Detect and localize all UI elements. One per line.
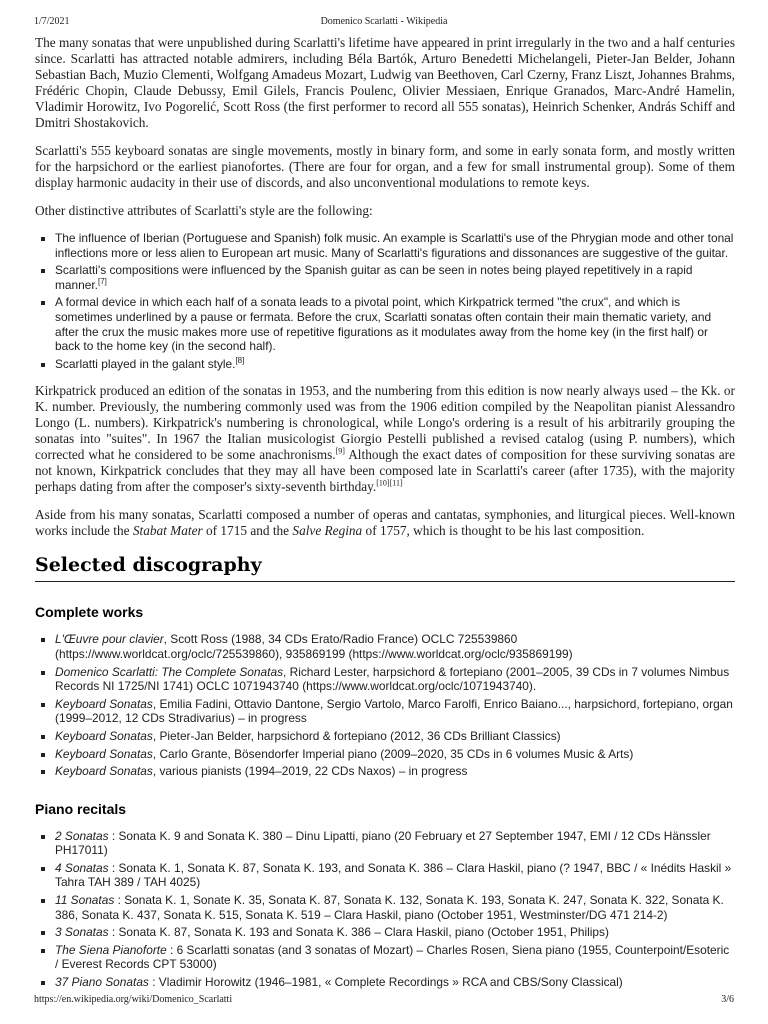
print-title: Domenico Scarlatti - Wikipedia bbox=[320, 16, 448, 27]
list-item: Scarlatti played in the galant style.[8] bbox=[55, 357, 735, 372]
list-item: Keyboard Sonatas, Emilia Fadini, Ottavio Dantone, Sergio Vartolo, Marco Farolfi, Enrico Baiano..., harpsichord, fortepiano, organ (1999–2012, 12 CDs Stradivarius) – in progress bbox=[55, 697, 735, 726]
list-item: Keyboard Sonatas, Carlo Grante, Bösendorfer Imperial piano (2009–2020, 35 CDs in 6 volumes Music & Arts) bbox=[55, 747, 735, 762]
list-item: 3 Sonatas : Sonata K. 87, Sonata K. 193 and Sonata K. 386 – Clara Haskil, piano (October 1951, Philips) bbox=[55, 925, 735, 940]
section-heading-discography: Selected discography bbox=[35, 553, 735, 582]
paragraph-attributes-intro: Other distinctive attributes of Scarlatti's style are the following: bbox=[35, 203, 373, 218]
page-number: 3/6 bbox=[721, 994, 734, 1005]
article-body bbox=[35, 35, 735, 1002]
paragraph-sonatas: Scarlatti's 555 keyboard sonatas are single movements, mostly in binary form, and some in early sonata form, and mostly written for the harpsichord or the earliest pianofortes. (There are four for organ, and a few for small instrumental group). Some of them display harmonic audacity in their use of discords, and also unconventional modulations to remote keys. bbox=[35, 143, 735, 190]
paragraph-kirkpatrick: Kirkpatrick produced an edition of the sonatas in 1953, and the numbering from this edition is now nearly always used – the Kk. or K. number. Previously, the numbering commonly used was from the 1906 edition compiled by the Neapolitan pianist Alessandro Longo (L. numbers). Kirkpatrick's numbering is chronological, while Longo's ordering is a result of his arbitrarily grouping the sonatas into "suites". In 1967 the Italian musicologist Giorgio Pestelli published a revised catalog (using P. numbers), which corrected what he considered to be some anachronisms.[9] Although the exact dates of composition for these surviving sonatas are not known, Kirkpatrick concludes that they may all have been composed late in Scarlatti's career (after 1735), with the majority perhaps dating from after the composer's sixty-seventh birthday.[10][11] bbox=[35, 383, 735, 495]
list-item: Keyboard Sonatas, various pianists (1994–2019, 22 CDs Naxos) – in progress bbox=[55, 764, 735, 779]
work-title[interactable]: Stabat Mater bbox=[132, 523, 203, 539]
print-header bbox=[0, 16, 768, 28]
citation-link[interactable]: [7] bbox=[97, 276, 107, 286]
list-item: 2 Sonatas : Sonata K. 9 and Sonata K. 380 – Dinu Lipatti, piano (20 February et 27 September 1947, EMI / 12 CDs Hänssler PH17011) bbox=[55, 829, 735, 858]
piano-recitals-list bbox=[35, 829, 735, 990]
attributes-list bbox=[35, 231, 735, 371]
work-title[interactable]: Salve Regina bbox=[292, 523, 363, 539]
list-item: The Siena Pianoforte : 6 Scarlatti sonatas (and 3 sonatas of Mozart) – Charles Rosen, Siena piano (1955, Counterpoint/Esoteric / Everest Records CPT 53000) bbox=[55, 943, 735, 972]
list-item: L'Œuvre pour clavier, Scott Ross (1988, 34 CDs Erato/Radio France) OCLC 725539860 (https://www.worldcat.org/oclc/725539860), 935869199 (https://www.worldcat.org/oclc/935869199) bbox=[55, 632, 735, 661]
print-footer bbox=[0, 994, 768, 1006]
list-item: 37 Piano Sonatas : Vladimir Horowitz (1946–1981, « Complete Recordings » RCA and CBS/Sony Classical) bbox=[55, 975, 735, 990]
list-item: Scarlatti's compositions were influenced by the Spanish guitar as can be seen in notes being played repetitively in a rapid manner.[7] bbox=[55, 263, 735, 292]
complete-works-list bbox=[35, 632, 735, 778]
paragraph-operas: Aside from his many sonatas, Scarlatti composed a number of operas and cantatas, symphonies, and liturgical pieces. Well-known works include the Stabat Mater of 1715 and the Salve Regina of 1757, which is thought to be his last composition. bbox=[35, 507, 735, 539]
list-item: Domenico Scarlatti: The Complete Sonatas, Richard Lester, harpsichord & fortepiano (2001–2005, 39 CDs in 7 volumes Nimbus Records NI 1725/NI 1741) OCLC 1071943740 (https://www.worldcat.org/oclc/1071943740). bbox=[55, 665, 735, 694]
print-url: https://en.wikipedia.org/wiki/Domenico_Scarlatti bbox=[34, 994, 233, 1005]
citation-link[interactable]: [8] bbox=[235, 355, 245, 365]
subsection-heading-piano-recitals: Piano recitals bbox=[35, 800, 127, 817]
list-item: A formal device in which each half of a sonata leads to a pivotal point, which Kirkpatrick termed "the crux", and which is sometimes underlined by a pause or fermata. Before the crux, Scarlatti sonatas often contain their main thematic variety, and after the crux the music makes more use of repetitive figurations as it modulates away from the home key (in the first half) or back to the home key (in the second half). bbox=[55, 295, 735, 353]
list-item: The influence of Iberian (Portuguese and Spanish) folk music. An example is Scarlatti's use of the Phrygian mode and other tonal inflections more or less alien to European art music. Many of Scarlatti's figurations and dissonances are suggestive of the guitar. bbox=[55, 231, 734, 260]
subsection-heading-complete-works: Complete works bbox=[35, 604, 144, 621]
citation-link[interactable]: [10][11] bbox=[376, 478, 403, 488]
list-item: 4 Sonatas : Sonata K. 1, Sonata K. 87, Sonata K. 193, and Sonata K. 386 – Clara Haskil, piano (? 1947, BBC / « Inédits Haskil » Tahra TAH 389 / TAH 4025) bbox=[55, 861, 735, 890]
print-date: 1/7/2021 bbox=[34, 16, 70, 27]
list-item: Keyboard Sonatas, Pieter-Jan Belder, harpsichord & fortepiano (2012, 36 CDs Brilliant Classics) bbox=[55, 729, 735, 744]
paragraph-admirers: The many sonatas that were unpublished during Scarlatti's lifetime have appeared in print irregularly in the two and a half centuries since. Scarlatti has attracted notable admirers, including Béla Bartók, Arturo Benedetti Michelangeli, Pieter-Jan Belder, Johann Sebastian Bach, Muzio Clementi, Wolfgang Amadeus Mozart, Ludwig van Beethoven, Carl Czerny, Franz Liszt, Johannes Brahms, Frédéric Chopin, Claude Debussy, Emil Gilels, Francis Poulenc, Olivier Messiaen, Enrique Granados, Marc-André Hamelin, Vladimir Horowitz, Ivo Pogorelić, Scott Ross (the first performer to record all 555 sonatas), Heinrich Schenker, András Schiff and Dmitri Shostakovich. bbox=[35, 35, 735, 130]
citation-link[interactable]: [9] bbox=[335, 446, 345, 456]
list-item: 11 Sonatas : Sonata K. 1, Sonate K. 35, Sonata K. 87, Sonata K. 132, Sonata K. 193, Sonata K. 247, Sonata K. 322, Sonata K. 386, Sonata K. 437, Sonata K. 515, Sonata K. 519 – Clara Haskil, piano (October 1951, Westminster/DG 471 214-2) bbox=[55, 893, 735, 922]
